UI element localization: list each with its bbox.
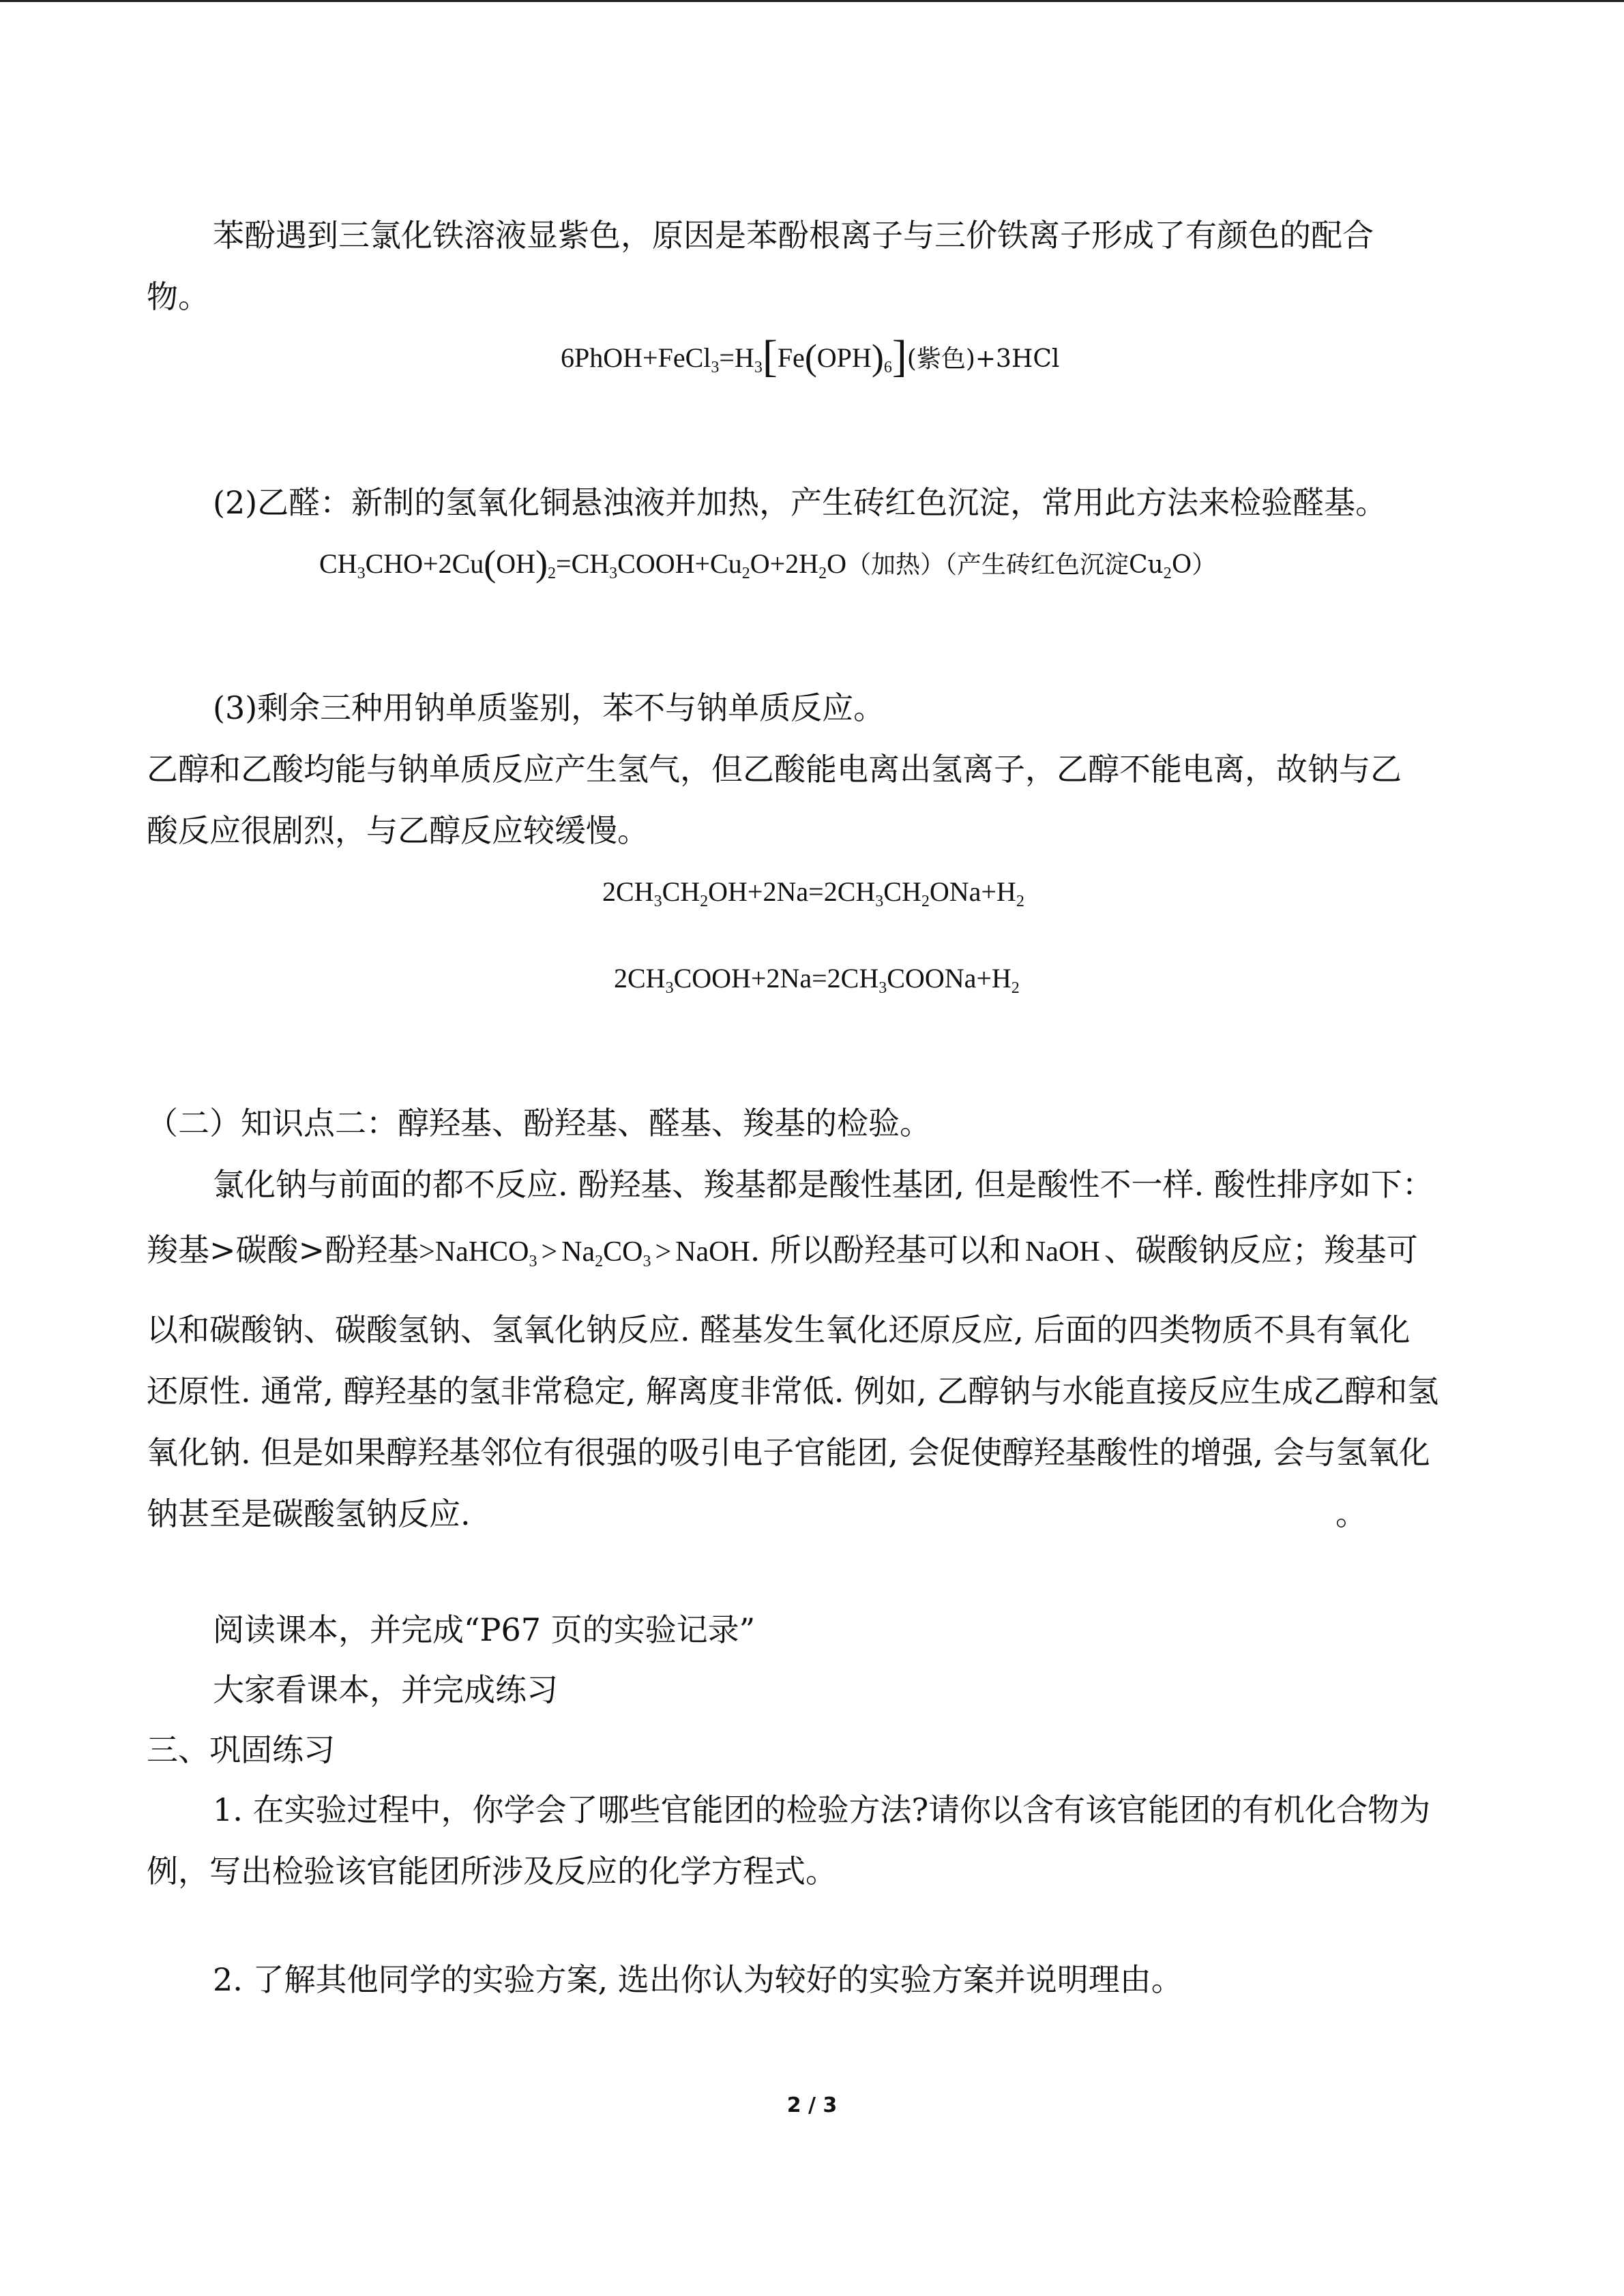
- section-two-line2: 羧基>碳酸>酚羟基>NaHCO$_3$ > $Na_2CO_3$ > NaOH. 所以酚羟基可以和 NaOH 、碳酸钠反应；羧基可: [147, 1232, 1418, 1270]
- section-two-line3: 以和碳酸钠、碳酸氢钠、氢氧化钠反应. 醛基发生氧化还原反应, 后面的四类物质不具有氧化: [147, 1311, 1411, 1348]
- paragraph-sodium-line2: 乙醇和乙酸均能与钠单质反应产生氢气，但乙酸能电离出氢离子，乙醇不能电离，故钠与乙: [147, 751, 1402, 788]
- equation-ethanol-sodium: $2CH_3CH_2OH+2Na=2CH_3CH_2ONa+H_2$: [602, 876, 1024, 910]
- section-two-trailing-period: 。: [1335, 1495, 1367, 1532]
- paragraph-phenol-line2: 物。: [147, 278, 209, 315]
- section-two-line4: 还原性. 通常, 醇羟基的氢非常稳定, 解离度非常低. 例如, 乙醇钠与水能直接反应生成乙醇和氢: [147, 1373, 1439, 1410]
- section-two-line1: 氯化钠与前面的都不反应. 酚羟基、羧基都是酸性基团, 但是酸性不一样. 酸性排序如下：: [213, 1166, 1434, 1203]
- equation-phenol-fecl3: $6PhOH+FeCl_3=H_3[Fe(OPH)_6]$(紫色)+3HCl: [561, 331, 1060, 381]
- paragraph-sodium-heading: (3)剩余三种用钠单质鉴别，苯不与钠单质反应。: [213, 689, 885, 726]
- reading-instruction-1: 阅读课本，并完成“P67 页的实验记录”: [213, 1611, 756, 1648]
- exercise-2: 2. 了解其他同学的实验方案, 选出你认为较好的实验方案并说明理由。: [213, 1961, 1183, 1998]
- exercise-1-line2: 例，写出检验该官能团所涉及反应的化学方程式。: [147, 1853, 837, 1890]
- paragraph-acetaldehyde: (2)乙醛：新制的氢氧化铜悬浊液并加热，产生砖红色沉淀，常用此方法来检验醛基。: [213, 484, 1387, 521]
- equation-acetic-acid-sodium: $2CH_3COOH+2Na=2CH_3COONa+H_2$: [614, 963, 1020, 997]
- equation-acetaldehyde-cuoh2: $CH_3CHO+2Cu(OH)_2=CH_3COOH+Cu_2O+2H_2O$（加热）（产生砖红色沉淀$Cu_2O$）: [319, 543, 1217, 584]
- section-two-line5: 氧化钠. 但是如果醇羟基邻位有很强的吸引电子官能团, 会促使醇羟基酸性的增强, 会与氢氧化: [147, 1434, 1430, 1471]
- section-two-line6: 钠甚至是碳酸氢钠反应.: [147, 1495, 471, 1532]
- exercise-1-line1: 1. 在实验过程中，你学会了哪些官能团的检验方法?请你以含有该官能团的有机化合物为: [213, 1791, 1431, 1828]
- section-three-heading: 三、巩固练习: [147, 1731, 335, 1768]
- page-top-border: [0, 0, 1624, 2]
- paragraph-phenol-line1: 苯酚遇到三氯化铁溶液显紫色，原因是苯酚根离子与三价铁离子形成了有颜色的配合: [213, 217, 1374, 254]
- section-two-heading: （二）知识点二：醇羟基、酚羟基、醛基、羧基的检验。: [147, 1105, 931, 1142]
- page-number: 2 / 3: [786, 2093, 838, 2117]
- paragraph-sodium-line3: 酸反应很剧烈，与乙醇反应较缓慢。: [147, 812, 649, 849]
- reading-instruction-2: 大家看课本，并完成练习: [213, 1671, 558, 1708]
